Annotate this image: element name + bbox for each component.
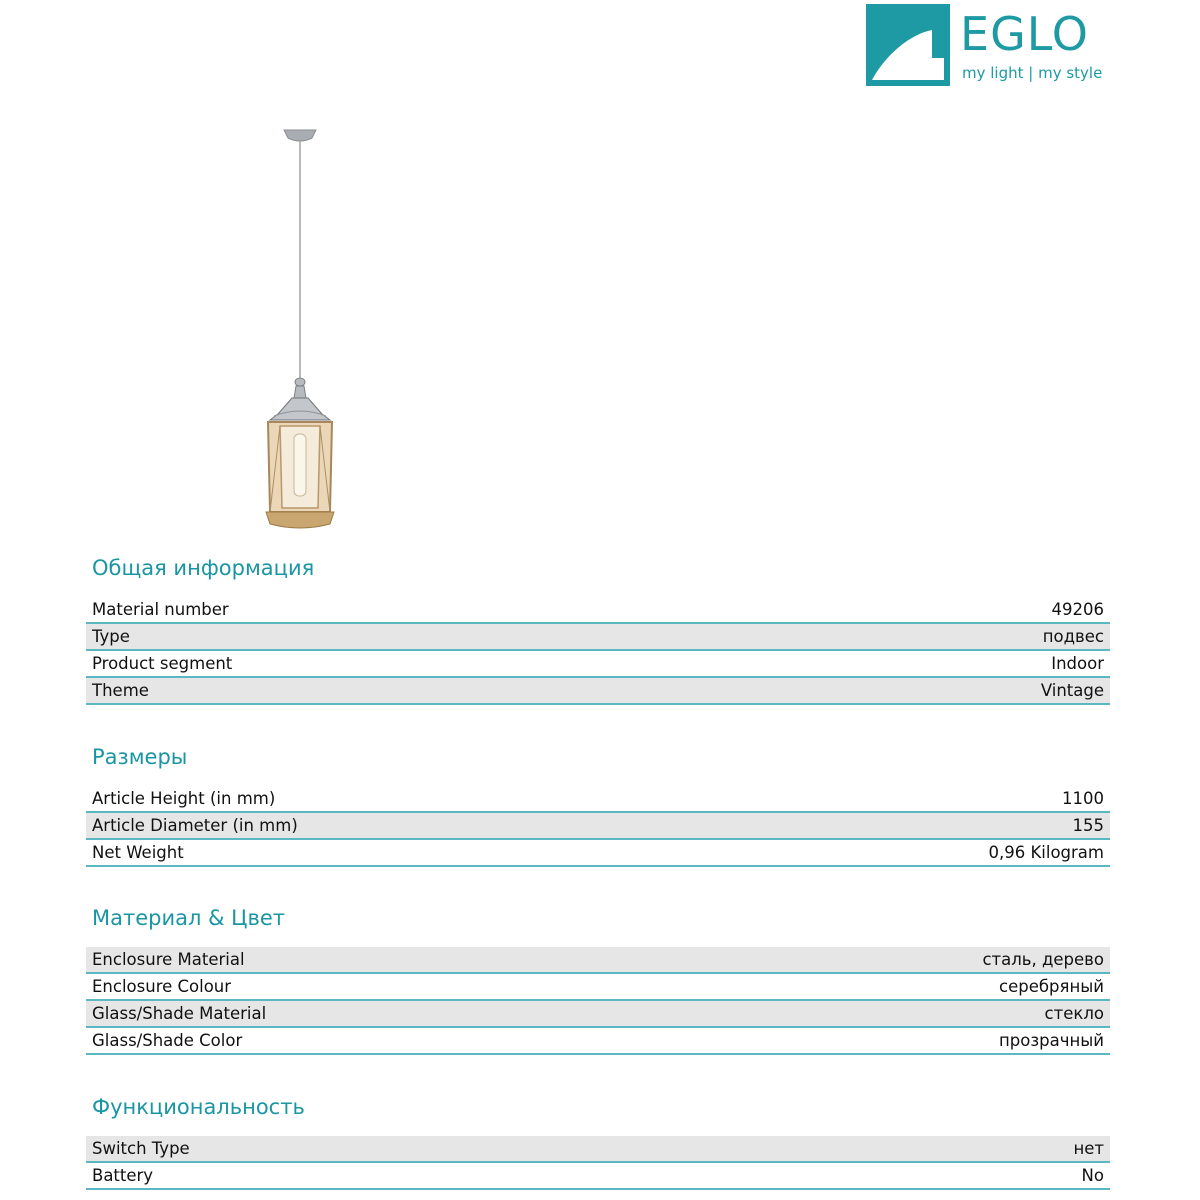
table-row <box>86 786 1110 813</box>
functionality-table <box>86 1136 1110 1190</box>
row-label: Glass/Shade Color <box>92 1031 243 1050</box>
row-value: нет <box>1073 1139 1104 1158</box>
row-label: Theme <box>92 681 149 700</box>
general-info-table <box>86 597 1110 705</box>
dimensions-table <box>86 786 1110 867</box>
row-label: Net Weight <box>92 843 184 862</box>
row-label: Type <box>92 627 130 646</box>
row-value: серебряный <box>999 977 1104 996</box>
section-title-functionality: Функциональность <box>92 1095 305 1119</box>
row-value: 155 <box>1072 816 1104 835</box>
section-title-dimensions: Размеры <box>92 745 188 769</box>
row-value: подвес <box>1042 627 1104 646</box>
table-row <box>86 947 1110 974</box>
pendant-lantern-image <box>250 128 350 538</box>
table-row <box>86 651 1110 678</box>
section-title-general: Общая информация <box>92 556 315 580</box>
table-row <box>86 1028 1110 1055</box>
table-row <box>86 813 1110 840</box>
row-label: Enclosure Material <box>92 950 245 969</box>
material-color-table <box>86 947 1110 1055</box>
brand-name: EGLO <box>960 7 1089 61</box>
table-row <box>86 974 1110 1001</box>
row-label: Material number <box>92 600 229 619</box>
table-row <box>86 597 1110 624</box>
row-value: Indoor <box>1051 654 1104 673</box>
brand-tagline: my light | my style <box>962 64 1103 82</box>
row-value: Vintage <box>1040 681 1104 700</box>
row-label: Enclosure Colour <box>92 977 232 996</box>
row-value: стекло <box>1044 1004 1104 1023</box>
table-row <box>86 1001 1110 1028</box>
row-value: сталь, дерево <box>982 950 1104 969</box>
eglo-logo-icon <box>866 4 950 86</box>
section-title-material-color: Материал & Цвет <box>92 906 285 930</box>
row-value: 49206 <box>1051 600 1104 619</box>
row-label: Article Diameter (in mm) <box>92 816 298 835</box>
row-value: 1100 <box>1062 789 1104 808</box>
table-row <box>86 840 1110 867</box>
row-label: Glass/Shade Material <box>92 1004 267 1023</box>
row-value: прозрачный <box>998 1031 1104 1050</box>
table-row <box>86 678 1110 705</box>
table-row <box>86 624 1110 651</box>
row-value: No <box>1081 1166 1104 1185</box>
table-row <box>86 1136 1110 1163</box>
table-row <box>86 1163 1110 1190</box>
row-label: Battery <box>92 1166 154 1185</box>
row-label: Article Height (in mm) <box>92 789 276 808</box>
brand-logo <box>866 4 1116 88</box>
row-label: Switch Type <box>92 1139 190 1158</box>
row-label: Product segment <box>92 654 233 673</box>
row-value: 0,96 Kilogram <box>988 843 1104 862</box>
